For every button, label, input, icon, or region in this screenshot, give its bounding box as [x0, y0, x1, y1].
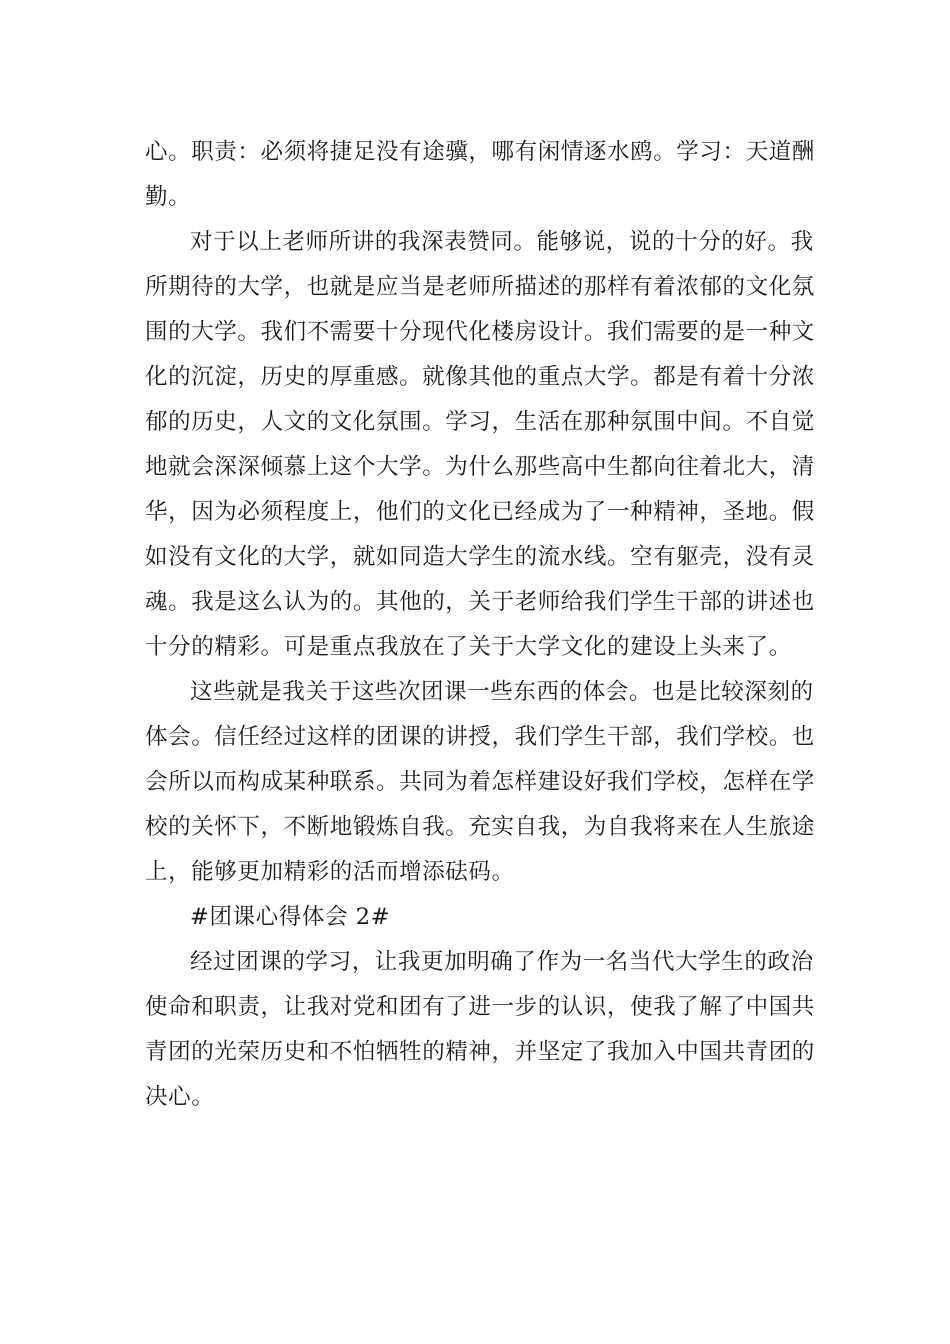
- text-line: 地就会深深倾慕上这个大学。为什么那些高中生都向往着北大，清: [145, 454, 815, 480]
- text-line: 魂。我是这么认为的。其他的，关于老师给我们学生干部的讲述也: [145, 589, 815, 615]
- section-heading: #团课心得体会 2#: [190, 904, 391, 930]
- text-line: 围的大学。我们不需要十分现代化楼房设计。我们需要的是一种文: [145, 319, 815, 345]
- paragraph-start-line: 这些就是我关于这些次团课一些东西的体会。也是比较深刻的: [190, 679, 814, 705]
- text-line: 校的关怀下，不断地锻炼自我。充实自我，为自我将来在人生旅途: [145, 814, 815, 840]
- text-line: 华，因为必须程度上，他们的文化已经成为了一种精神，圣地。假: [145, 499, 815, 525]
- text-line: 如没有文化的大学，就如同造大学生的流水线。空有躯壳，没有灵: [145, 544, 815, 570]
- text-line: 勤。: [145, 184, 192, 210]
- text-line: 所期待的大学，也就是应当是老师所描述的那样有着浓郁的文化氛: [145, 274, 815, 300]
- text-line: 上，能够更加精彩的活而增添砝码。: [145, 859, 515, 885]
- document-body: [145, 130, 815, 1120]
- text-line: 使命和职责，让我对党和团有了进一步的认识，使我了解了中国共: [145, 994, 815, 1020]
- paragraph-start-line: 对于以上老师所讲的我深表赞同。能够说，说的十分的好。我: [190, 229, 814, 255]
- text-line: 体会。信任经过这样的团课的讲授，我们学生干部，我们学校。也: [145, 724, 815, 750]
- paragraph-start-line: 经过团课的学习，让我更加明确了作为一名当代大学生的政治: [190, 949, 814, 975]
- text-line: 青团的光荣历史和不怕牺牲的精神，并坚定了我加入中国共青团的: [145, 1039, 815, 1065]
- text-line: 十分的精彩。可是重点我放在了关于大学文化的建设上头来了。: [145, 634, 792, 660]
- text-line: 心。职责：必须将捷足没有途骥，哪有闲情逐水鸥。学习：天道酬: [145, 139, 815, 165]
- text-line: 会所以而构成某种联系。共同为着怎样建设好我们学校，怎样在学: [145, 769, 815, 795]
- text-line: 化的沉淀，历史的厚重感。就像其他的重点大学。都是有着十分浓: [145, 364, 815, 390]
- text-line: 决心。: [145, 1084, 215, 1110]
- text-line: 郁的历史，人文的文化氛围。学习，生活在那种氛围中间。不自觉: [145, 409, 815, 435]
